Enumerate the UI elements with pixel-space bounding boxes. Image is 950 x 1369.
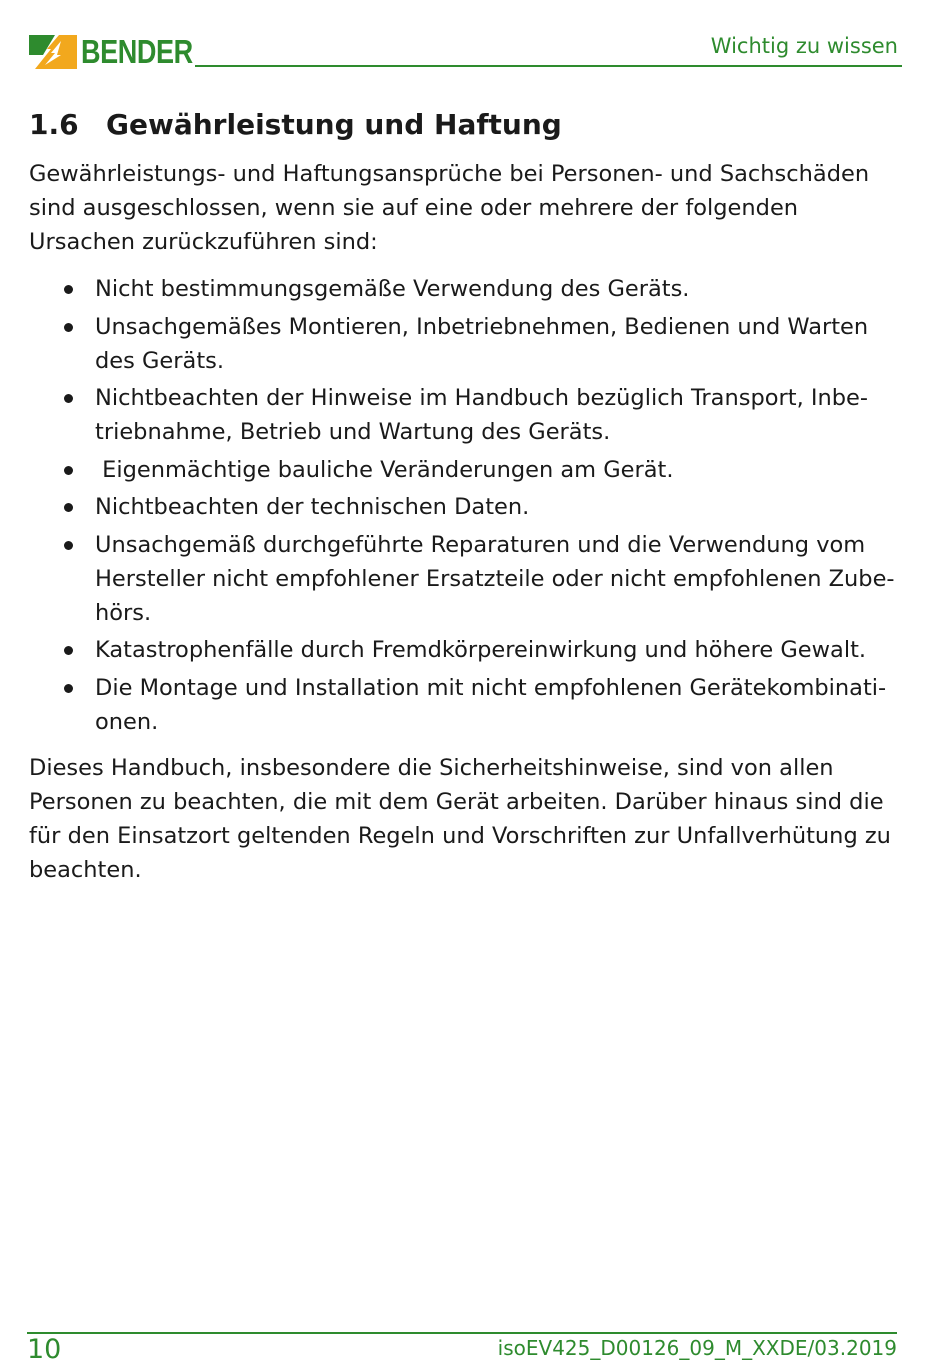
bender-lightning-logo-icon [29,35,77,69]
page-header [0,0,950,80]
bender-logo [29,33,193,71]
page-number: 10 [27,1334,62,1365]
bullet-icon [64,684,73,693]
list-item-text: Nicht bestimmungsgemäße Verwendung des Geräts. [95,276,690,302]
list-item [29,272,901,306]
bullet-icon [64,646,73,655]
list-item [29,453,901,487]
header-divider [195,65,902,67]
list-item-text: Eigenmächtige bauliche Veränderungen am Gerät. [95,456,674,483]
list-item [29,528,901,630]
page-content [29,105,901,887]
bullet-icon [64,503,73,512]
bullet-icon [64,541,73,550]
list-item [29,310,901,378]
brand-name: BENDER [81,33,193,70]
bullet-icon [64,323,73,332]
closing-paragraph: Dieses Handbuch, insbesondere die Sicherheitshinweise, sind von allen Personen zu beachten, die mit dem Gerät arbeiten. Darüber hinaus sind die für den Einsatzort geltenden Regeln und Vorschriften zur Unfallverhütung zu beachten. [29,754,891,883]
bullet-icon [64,285,73,294]
footer-divider [27,1332,897,1334]
list-item-text: Unsachgemäß durchgeführte Reparaturen und die Verwendung vom Hersteller nicht empfohlener Ersatzteile oder nicht empfohlenen Zube-hörs. [95,531,895,626]
section-number: 1.6 [29,108,79,141]
list-item-text: Die Montage und Installation mit nicht empfohlenen Gerätekombinati-onen. [95,674,887,735]
list-item [29,633,901,667]
list-item-text: Unsachgemäßes Montieren, Inbetriebnehmen, Bedienen und Warten des Geräts. [95,313,869,374]
bullet-icon [64,394,73,403]
intro-paragraph: Gewährleistungs- und Haftungsansprüche bei Personen- und Sachschäden sind ausgeschlossen, wenn sie auf eine oder mehrere der folgenden Ursachen zurückzuführen sind: [29,161,870,255]
section-heading [29,105,901,145]
list-item [29,490,901,524]
bullet-icon [64,466,73,475]
list-item-text: Katastrophenfälle durch Fremdkörpereinwirkung und höhere Gewalt. [95,637,867,663]
section-label: Wichtig zu wissen [710,34,898,58]
list-item-text: Nichtbeachten der Hinweise im Handbuch bezüglich Transport, Inbe-triebnahme, Betrieb und Wartung des Geräts. [95,385,869,445]
document-id: isoEV425_D00126_09_M_XXDE/03.2019 [497,1336,897,1360]
causes-list [29,272,901,739]
section-title: Gewährleistung und Haftung [106,108,562,141]
list-item-text: Nichtbeachten der technischen Daten. [95,494,530,520]
list-item [29,671,901,739]
list-item [29,381,901,449]
